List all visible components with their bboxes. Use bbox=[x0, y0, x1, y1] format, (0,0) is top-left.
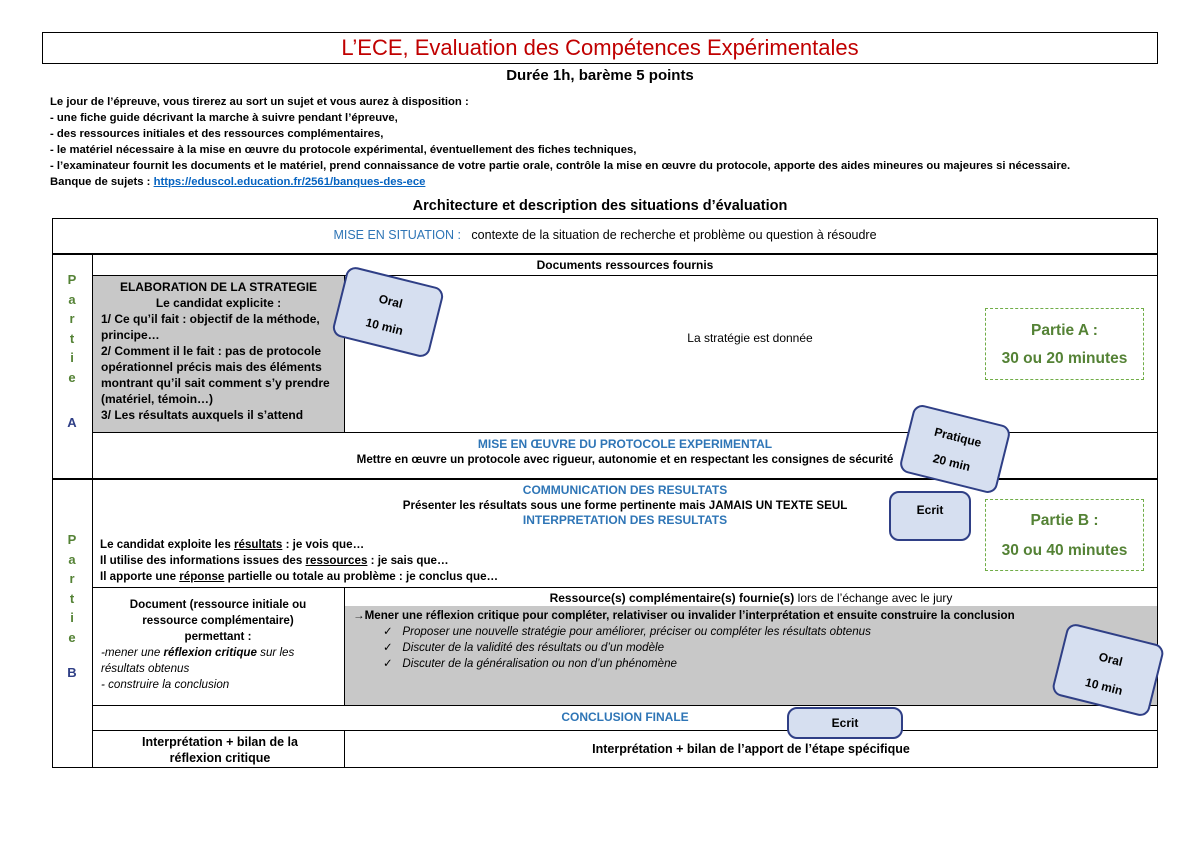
check-icon: ✓ bbox=[383, 641, 393, 654]
pratique-time: 20 min bbox=[931, 451, 972, 474]
oral-label: Oral bbox=[1097, 649, 1124, 670]
bank-link[interactable]: https://eduscol.education.fr/2561/banques-des-ece bbox=[153, 176, 426, 188]
strategy-line: 1/ Ce qu’il fait : objectif de la méthode, principe… bbox=[101, 312, 320, 342]
intro-line: - une fiche guide décrivant la marche à suivre pendant l’épreuve, bbox=[50, 112, 398, 124]
partie-b-box bbox=[985, 499, 1144, 571]
letter: P bbox=[67, 532, 77, 547]
oral-time: 10 min bbox=[364, 315, 405, 338]
mise-en-situation-label: MISE EN SITUATION : bbox=[333, 228, 461, 242]
letter: A bbox=[67, 415, 77, 430]
mise-en-situation bbox=[53, 228, 1157, 243]
communication-text: Présenter les résultats sous une forme pertinente mais JAMAIS UN TEXTE SEUL bbox=[402, 499, 848, 512]
documents-header: Documents ressources fournis bbox=[536, 258, 714, 272]
partie-a-box-title: Partie A : bbox=[1031, 322, 1098, 339]
letter: t bbox=[69, 330, 75, 346]
ecrit-badge: Ecrit bbox=[889, 491, 971, 541]
critical-item: ✓ Discuter de la généralisation ou non d’un phénomène bbox=[383, 657, 677, 670]
oral-time: 10 min bbox=[1083, 675, 1125, 698]
document-italic: -mener une réflexion critique sur les résultats obtenus bbox=[101, 646, 295, 675]
page-title: L’ECE, Evaluation des Compétences Expérimentales bbox=[42, 32, 1158, 64]
partie-b-label bbox=[52, 530, 92, 683]
interpretation-lines bbox=[100, 537, 800, 585]
bank-label: Banque de sujets : bbox=[50, 176, 154, 188]
interpretation-line: Le candidat exploite les résultats : je vois que… bbox=[100, 538, 365, 551]
mise-en-situation-text: contexte de la situation de recherche et problème ou question à résoudre bbox=[471, 228, 877, 242]
document-italic: - construire la conclusion bbox=[101, 678, 230, 691]
check-icon: ✓ bbox=[383, 625, 393, 638]
strategy-line: 3/ Les résultats auxquels il s’attend bbox=[101, 408, 304, 422]
conclusion-title: CONCLUSION FINALE bbox=[561, 710, 689, 724]
critical-cell bbox=[345, 606, 1157, 705]
strategy-cell bbox=[93, 276, 344, 432]
letter: e bbox=[68, 629, 76, 645]
divider bbox=[92, 705, 1158, 706]
letter: a bbox=[68, 551, 76, 567]
divider bbox=[92, 730, 1158, 731]
document-cell bbox=[93, 597, 343, 693]
partie-b-box-title: Partie B : bbox=[1030, 512, 1099, 529]
letter: t bbox=[69, 590, 75, 606]
letter: B bbox=[67, 665, 77, 680]
divider bbox=[92, 587, 1158, 588]
interpretation-title: INTERPRETATION DES RESULTATS bbox=[522, 513, 728, 527]
oral-label: Oral bbox=[377, 291, 404, 312]
intro-line: - l’examinateur fournit les documents et le matériel, prend connaissance de votre partie orale, contrôle la mise en œuvre du protocole, apporte des aides mineures ou majeures si nécessaire. bbox=[50, 160, 1071, 172]
critical-item: ✓ Discuter de la validité des résultats ou d’un modèle bbox=[383, 641, 665, 654]
interpretation-line: Il utilise des informations issues des ressources : je sais que… bbox=[100, 554, 449, 567]
page-subtitle: Durée 1h, barème 5 points bbox=[506, 67, 694, 84]
partie-a-label bbox=[52, 270, 92, 433]
ressources-header: Ressource(s) complémentaire(s) fournie(s) lors de l’échange avec le jury bbox=[549, 591, 953, 605]
letter: i bbox=[70, 350, 74, 365]
intro-text bbox=[50, 94, 1170, 190]
letter: i bbox=[70, 610, 74, 625]
partie-a-box bbox=[985, 308, 1144, 380]
intro-line: - le matériel nécessaire à la mise en œuvre du protocole expérimental, éventuellement des fiches techniques, bbox=[50, 144, 637, 156]
strategy-line: Le candidat explicite : bbox=[155, 296, 282, 310]
strategy-given: La stratégie est donnée bbox=[687, 331, 813, 345]
letter: P bbox=[67, 272, 77, 287]
bottom-left: Interprétation + bilan de la réflexion critique bbox=[142, 735, 298, 765]
divider bbox=[52, 253, 1158, 255]
document-line: ressource complémentaire) bbox=[142, 614, 294, 627]
protocol-text: Mettre en œuvre un protocole avec rigueur, autonomie et en respectant les consignes de sécurité bbox=[356, 453, 894, 466]
check-icon: ✓ bbox=[383, 657, 393, 670]
letter: e bbox=[68, 369, 76, 385]
intro-line: - des ressources initiales et des ressources complémentaires, bbox=[50, 128, 384, 140]
communication-title: COMMUNICATION DES RESULTATS bbox=[522, 483, 728, 497]
partie-b-box-time: 30 ou 40 minutes bbox=[1001, 542, 1128, 559]
critical-main: →Mener une réflexion critique pour compléter, relativiser ou invalider l’interprétation et ensuite construire la conclusion bbox=[353, 609, 1015, 622]
strategy-line: 2/ Comment il le fait : pas de protocole opérationnel précis mais des éléments montrant qu’il sait comment s’y prendre (matériel, témoin…) bbox=[101, 344, 330, 406]
document-line: permettant : bbox=[184, 630, 252, 643]
letter: a bbox=[68, 291, 76, 307]
bank-line bbox=[50, 174, 1170, 190]
letter: r bbox=[69, 311, 75, 326]
ecrit-badge: Ecrit bbox=[787, 707, 903, 739]
document-line: Document (ressource initiale ou bbox=[129, 598, 307, 611]
intro-line: Le jour de l’épreuve, vous tirerez au sort un sujet et vous aurez à disposition : bbox=[50, 96, 469, 108]
architecture-title: Architecture et description des situations d’évaluation bbox=[412, 198, 788, 214]
interpretation-line: Il apporte une réponse partielle ou totale au problème : je conclus que… bbox=[100, 570, 499, 583]
strategy-title: ELABORATION DE LA STRATEGIE bbox=[119, 280, 318, 294]
letter: r bbox=[69, 571, 75, 586]
partie-a-box-time: 30 ou 20 minutes bbox=[1001, 350, 1128, 367]
bottom-right: Interprétation + bilan de l’apport de l’étape spécifique bbox=[592, 742, 910, 756]
critical-item: ✓ Proposer une nouvelle stratégie pour améliorer, préciser ou compléter les résultats obtenus bbox=[383, 625, 871, 638]
protocol-title: MISE EN ŒUVRE DU PROTOCOLE EXPERIMENTAL bbox=[477, 437, 773, 451]
pratique-label: Pratique bbox=[932, 424, 983, 450]
